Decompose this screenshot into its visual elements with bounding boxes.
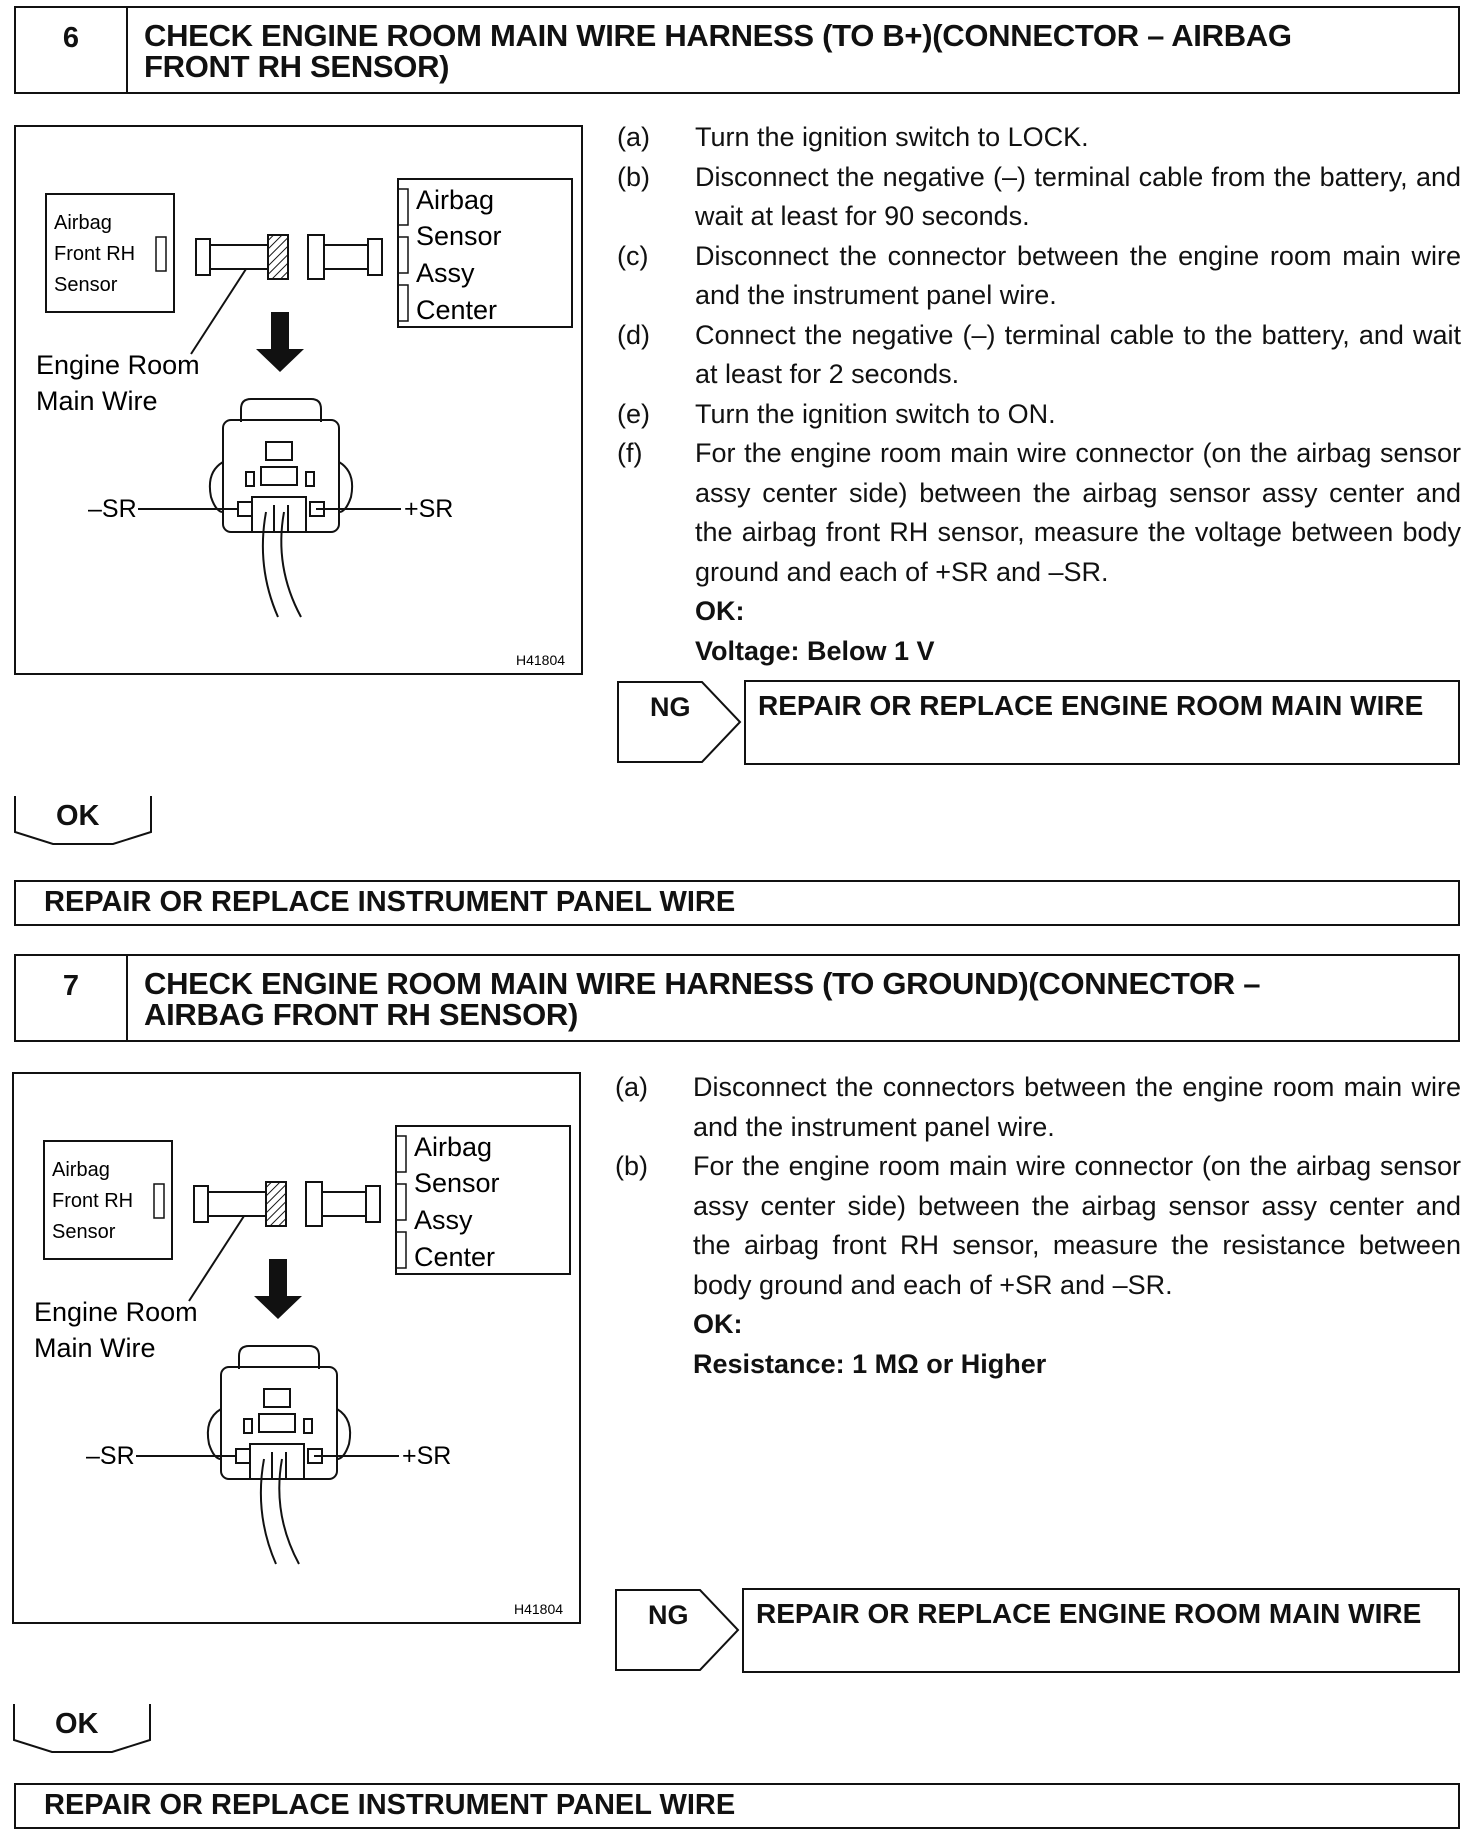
ng-action-box-6 [744,680,1460,765]
section-6-title-line-1: CHECK ENGINE ROOM MAIN WIRE HARNESS (TO B+)(CONNECTOR – AIRBAG [144,18,1292,53]
wire-label-1: Engine Room [34,1297,198,1327]
section-7-title-line-1: CHECK ENGINE ROOM MAIN WIRE HARNESS (TO GROUND)(CONNECTOR – [144,966,1261,1001]
figure-id: H41804 [514,1601,564,1617]
step-6e: (e) Turn the ignition switch to ON. [617,398,1056,429]
ng-label-7: NG [648,1600,689,1630]
section-6-number: 6 [16,8,128,92]
neg-terminal-label: –SR [88,495,137,523]
ok-button-6: OK [56,800,100,832]
wire-label-2: Main Wire [36,386,158,416]
wire-label-2: Main Wire [34,1333,156,1363]
sensor-label-2: Front RH [52,1190,134,1212]
ok-value-7: Resistance: 1 MΩ or Higher [693,1348,1047,1379]
connector-diagram-6 [16,127,581,673]
ok-label-7: OK: [693,1309,743,1339]
connector-diagram-7 [14,1074,579,1622]
step-6f: (f) For the engine room main wire connector (on the airbag sensor assy center side) between the airbag sensor assy center and the airbag front RH sensor, measure the voltage between body ground and each of +SR and –SR. [617,438,1461,587]
section-7-steps [615,1068,1461,1384]
section-7-header [14,954,1460,1042]
step-6a: (a) Turn the ignition switch to LOCK. [617,122,1089,152]
ecu-label-4: Center [416,295,498,325]
step-6c: (c) Disconnect the connector between the engine room main wire and the instrument panel wire. [617,240,1461,310]
ok-action-bar-7 [14,1783,1460,1829]
sensor-label-3: Sensor [52,1221,116,1243]
sensor-label-1: Airbag [54,212,112,234]
step-6d: (d) Connect the negative (–) terminal cable to the battery, and wait at least for 2 seconds. [617,319,1461,389]
arrow-down-icon [256,312,304,372]
section-6-steps [617,118,1461,671]
wire-label-1: Engine Room [36,350,200,380]
section-6-title-line-2: FRONT RH SENSOR) [144,49,450,84]
sensor-terminal [154,1184,164,1218]
section-7-title-line-2: AIRBAG FRONT RH SENSOR) [144,997,578,1032]
step-7a: (a) Disconnect the connectors between the engine room main wire and the instrument panel wire. [615,1072,1461,1142]
sensor-label-3: Sensor [54,274,118,296]
sensor-terminal [156,237,166,271]
section-7-number: 7 [16,956,128,1040]
ng-action-text-7: REPAIR OR REPLACE ENGINE ROOM MAIN WIRE [756,1598,1422,1629]
step-6b: (b) Disconnect the negative (–) terminal cable from the battery, and wait at least for 90 seconds. [617,161,1461,231]
section-6-title [144,20,1428,82]
step-7b: (b) For the engine room main wire connector (on the airbag sensor assy center side) between the airbag sensor assy center and the airbag front RH sensor, measure the resistance between body ground and each of +SR and –SR. [615,1151,1461,1300]
ng-action-box-7 [742,1588,1460,1673]
ecu-label-2: Sensor [416,221,502,251]
ecu-label-3: Assy [416,258,475,288]
ok-action-text-7: REPAIR OR REPLACE INSTRUMENT PANEL WIRE [44,1789,736,1821]
section-6-figure [14,125,583,675]
figure-id: H41804 [516,652,566,668]
pos-terminal-label: +SR [404,495,454,523]
neg-terminal-label: –SR [86,1442,135,1470]
sensor-label-2: Front RH [54,243,136,265]
section-6-header [14,6,1460,94]
ok-value-6: Voltage: Below 1 V [695,635,935,666]
arrow-down-icon [254,1259,302,1319]
ng-label-6: NG [650,692,691,722]
ng-action-text-6: REPAIR OR REPLACE ENGINE ROOM MAIN WIRE [758,690,1424,721]
ok-button-7: OK [55,1708,99,1740]
pos-terminal-label: +SR [402,1442,452,1470]
ok-action-bar-6 [14,880,1460,926]
ok-label-6: OK: [695,596,745,626]
ok-action-text-6: REPAIR OR REPLACE INSTRUMENT PANEL WIRE [44,886,736,918]
sensor-label-1: Airbag [52,1159,110,1181]
ecu-label-2: Sensor [414,1168,500,1198]
ecu-label-1: Airbag [416,185,495,215]
section-7-title [144,968,1428,1030]
ecu-label-3: Assy [414,1205,473,1235]
section-7-figure [12,1072,581,1624]
ecu-label-1: Airbag [414,1132,493,1162]
ecu-label-4: Center [414,1242,496,1272]
